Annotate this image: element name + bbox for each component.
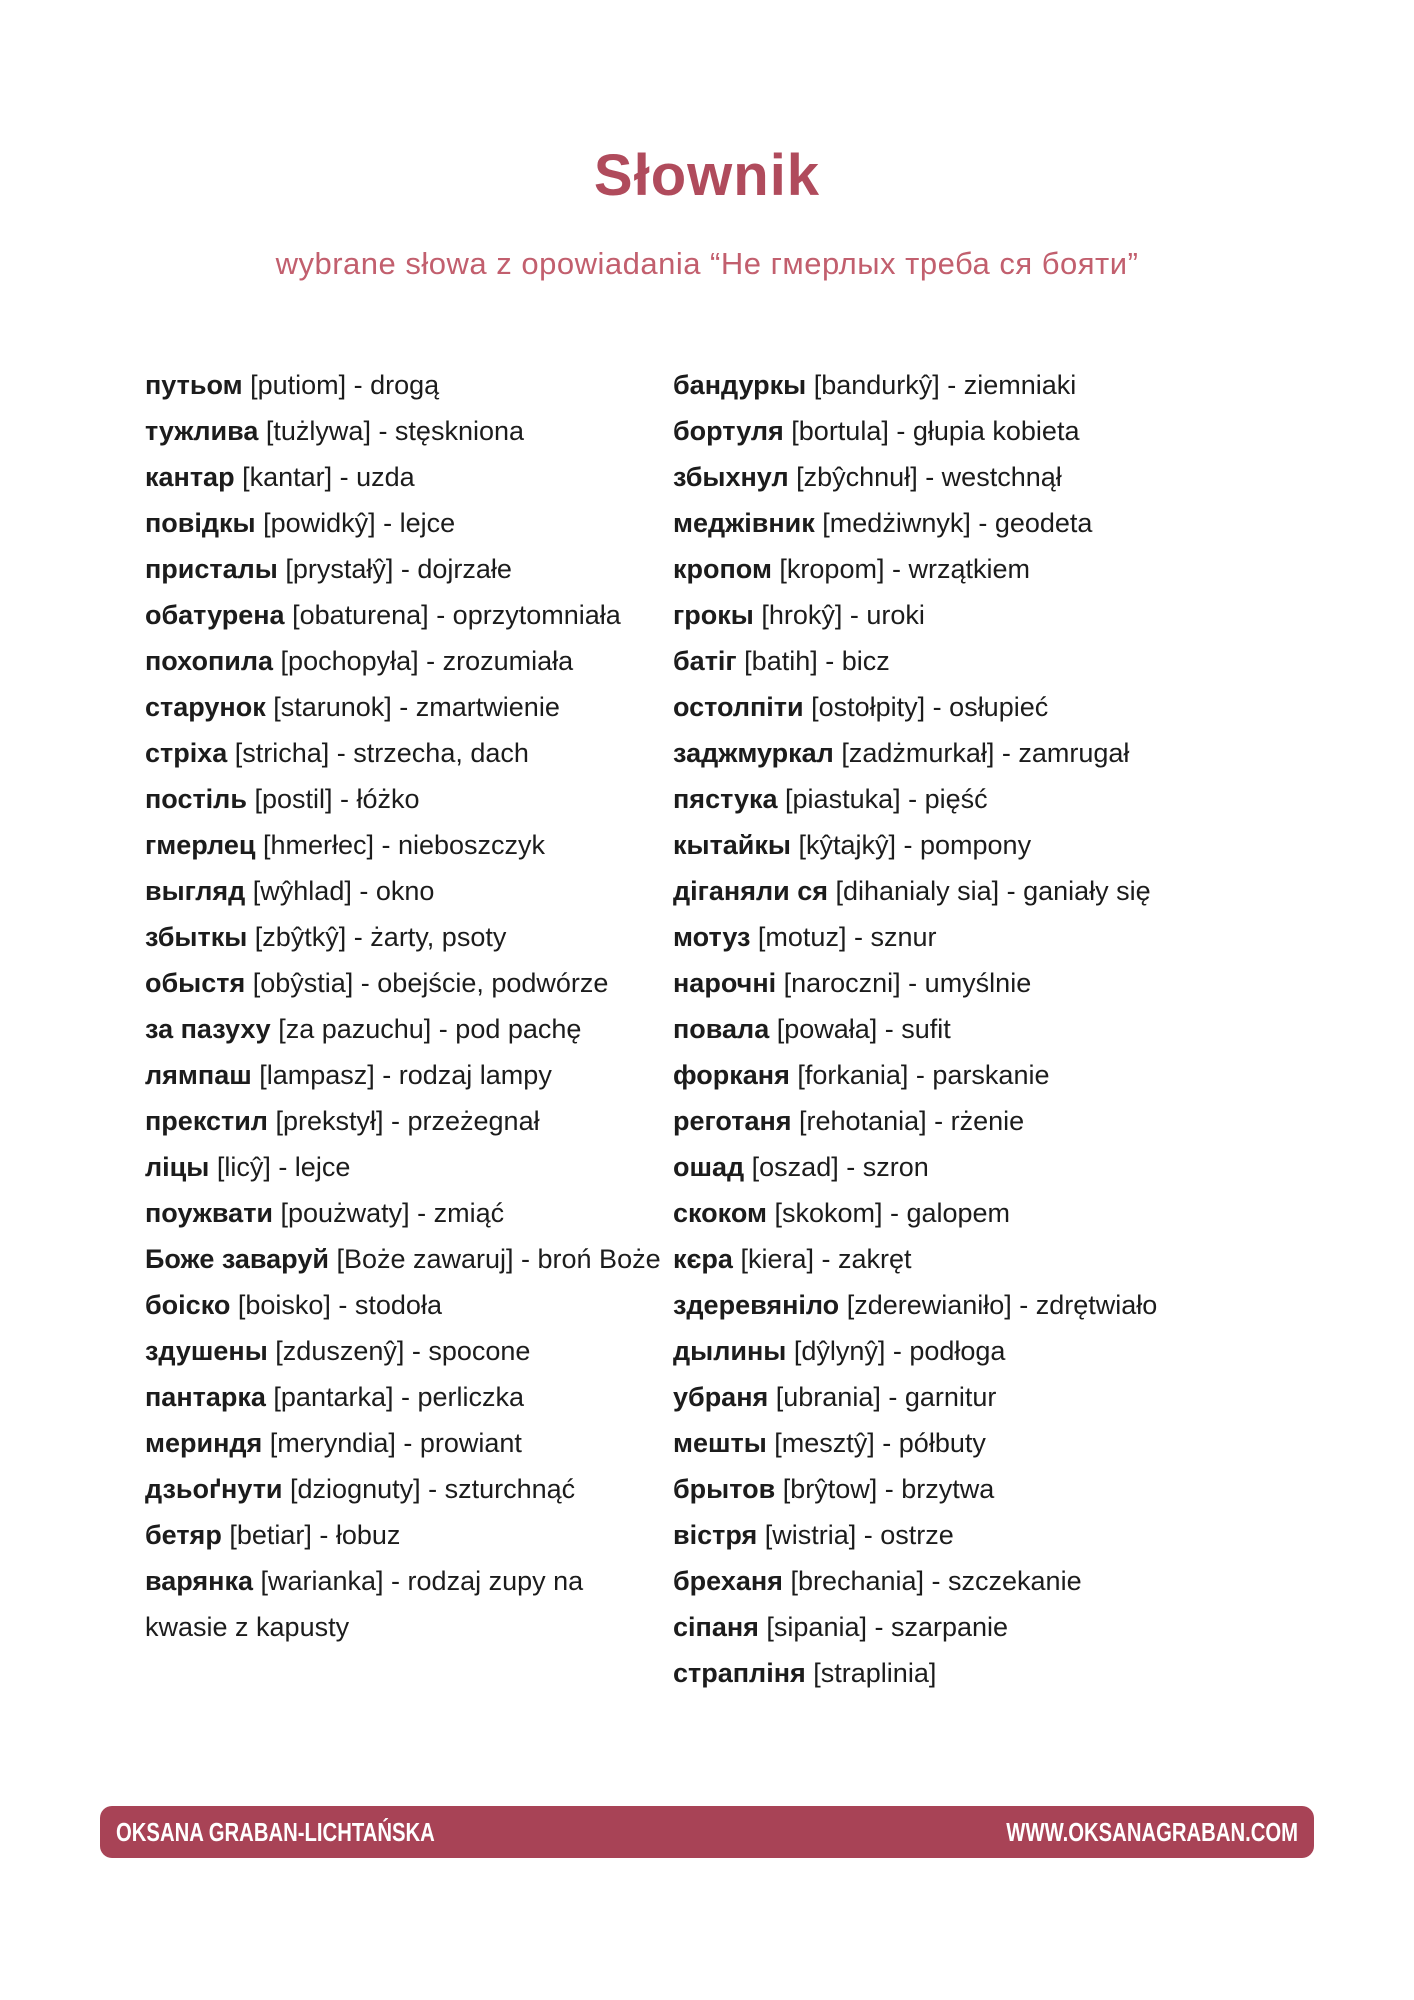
entry-definition: [motuz] - sznur: [750, 922, 937, 952]
entry-definition: [rehotania] - rżenie: [791, 1106, 1025, 1136]
dictionary-entry: [673, 776, 1345, 822]
dictionary-entry: [145, 638, 673, 684]
dictionary-entry: [145, 1052, 673, 1098]
entry-word: гмерлец: [145, 830, 256, 860]
dictionary-entry: [673, 1190, 1345, 1236]
entry-word: повідкы: [145, 508, 256, 538]
entry-word: остолпіти: [673, 692, 804, 722]
dictionary-entry: [673, 408, 1345, 454]
entry-definition: [kŷtajkŷ] - pompony: [790, 830, 1032, 860]
entry-word: меджівник: [673, 508, 815, 538]
entry-definition: [mesztŷ] - półbuty: [766, 1428, 986, 1458]
dictionary-entry: [145, 1236, 673, 1282]
entry-word: вістря: [673, 1520, 758, 1550]
dictionary-entry: [145, 960, 673, 1006]
entry-definition: [starunok] - zmartwienie: [265, 692, 560, 722]
entry-word: брытов: [673, 1474, 776, 1504]
entry-word: дзьоґнути: [145, 1474, 283, 1504]
entry-word: скоком: [673, 1198, 767, 1228]
dictionary-entry: [673, 822, 1345, 868]
dictionary-entry: [673, 1236, 1345, 1282]
entry-definition: [tużlywa] - stęskniona: [258, 416, 525, 446]
entry-word: бортуля: [673, 416, 784, 446]
dictionary-entry: [673, 960, 1345, 1006]
entry-definition: [dziognuty] - szturchnąć: [282, 1474, 576, 1504]
entry-definition: [skokom] - galopem: [766, 1198, 1011, 1228]
dictionary-entry: [145, 1098, 673, 1144]
entry-definition: [forkania] - parskanie: [789, 1060, 1050, 1090]
entry-word: батіг: [673, 646, 737, 676]
entry-word: кантар: [145, 462, 235, 492]
dictionary-entry: [145, 500, 673, 546]
dictionary-entry: [145, 1144, 673, 1190]
dictionary-entry: [673, 1328, 1345, 1374]
dictionary-entry: [673, 546, 1345, 592]
entry-definition: [lampasz] - rodzaj lampy: [251, 1060, 552, 1090]
dictionary-entry: [145, 1512, 673, 1558]
entry-word: пястука: [673, 784, 778, 814]
page-title: Słownik: [593, 143, 821, 208]
entry-definition: [pochopyła] - zrozumiała: [273, 646, 574, 676]
entry-definition: [dŷlynŷ] - podłoga: [786, 1336, 1006, 1366]
entry-word: поужвати: [145, 1198, 274, 1228]
entry-word: реготаня: [673, 1106, 792, 1136]
dictionary-entry: [145, 1466, 673, 1512]
entry-word: прекстил: [145, 1106, 268, 1136]
entry-definition: [naroczni] - umyślnie: [776, 968, 1032, 998]
dictionary-entry: [673, 1650, 1345, 1696]
entry-word: бетяр: [145, 1520, 222, 1550]
entry-definition: [hmerłec] - nieboszczyk: [255, 830, 546, 860]
entry-definition: [straplinia]: [805, 1658, 937, 1688]
dictionary-column-left: [145, 362, 673, 1696]
entry-definition: [zadżmurkał] - zamrugał: [833, 738, 1130, 768]
entry-word: лямпаш: [145, 1060, 252, 1090]
dictionary-entry: [673, 684, 1345, 730]
entry-definition: [wistria] - ostrze: [757, 1520, 954, 1550]
entry-definition: [obaturena] - oprzytomniała: [284, 600, 621, 630]
entry-definition: [sipania] - szarpanie: [758, 1612, 1009, 1642]
dictionary-entry: [145, 684, 673, 730]
dictionary-entry: [673, 1282, 1345, 1328]
entry-word: кєра: [673, 1244, 733, 1274]
dictionary-entry: [673, 730, 1345, 776]
entry-definition: [meryndia] - prowiant: [262, 1428, 522, 1458]
dictionary-entry: [145, 1374, 673, 1420]
entry-word: варянка: [145, 1566, 253, 1596]
entry-definition: [piastuka] - pięść: [777, 784, 988, 814]
entry-word: заджмуркал: [673, 738, 834, 768]
entry-definition: [powidkŷ] - lejce: [255, 508, 456, 538]
dictionary-entry: [145, 592, 673, 638]
entry-definition: [kropom] - wrzątkiem: [771, 554, 1030, 584]
entry-word: старунок: [145, 692, 266, 722]
entry-word: пантарка: [145, 1382, 266, 1412]
entry-word: кытайкы: [673, 830, 791, 860]
dictionary-entry: [145, 408, 673, 454]
dictionary-entry: [145, 730, 673, 776]
entry-word: присталы: [145, 554, 278, 584]
dictionary-entry: [673, 868, 1345, 914]
entry-definition: [zduszenŷ] - spocone: [267, 1336, 531, 1366]
entry-word: стріха: [145, 738, 228, 768]
entry-definition: [betiar] - łobuz: [221, 1520, 401, 1550]
entry-definition: [za pazuchu] - pod pachę: [270, 1014, 582, 1044]
entry-word: форканя: [673, 1060, 790, 1090]
dictionary-columns: [145, 362, 1345, 1696]
entry-word: тужлива: [145, 416, 259, 446]
entry-definition: [ostołpity] - osłupieć: [803, 692, 1049, 722]
entry-definition: [warianka] - rodzaj zupy na kwasie z kapusty: [145, 1566, 584, 1642]
dictionary-entry: [673, 1006, 1345, 1052]
entry-definition: [kiera] - zakręt: [732, 1244, 912, 1274]
dictionary-entry: [673, 1374, 1345, 1420]
dictionary-entry: [145, 776, 673, 822]
dictionary-entry: [145, 1190, 673, 1236]
entry-word: мериндя: [145, 1428, 263, 1458]
dictionary-entry: [145, 362, 673, 408]
entry-word: грокы: [673, 600, 754, 630]
dictionary-entry: [673, 1420, 1345, 1466]
entry-word: здеревяніло: [673, 1290, 840, 1320]
footer-website[interactable]: WWW.OKSANAGRABAN.COM: [1006, 1816, 1298, 1847]
entry-word: путьом: [145, 370, 243, 400]
entry-word: боіско: [145, 1290, 231, 1320]
dictionary-entry: [145, 1328, 673, 1374]
entry-definition: [bortula] - głupia kobieta: [783, 416, 1080, 446]
entry-definition: [prystałŷ] - dojrzałe: [277, 554, 512, 584]
entry-word: мешты: [673, 1428, 767, 1458]
entry-definition: [stricha] - strzecha, dach: [227, 738, 529, 768]
entry-word: сіпаня: [673, 1612, 759, 1642]
entry-word: нарочні: [673, 968, 777, 998]
entry-definition: [prekstył] - przeżegnał: [267, 1106, 540, 1136]
entry-word: Боже заваруй: [145, 1244, 329, 1274]
entry-definition: [zbŷchnuł] - westchnął: [788, 462, 1062, 492]
entry-word: повала: [673, 1014, 770, 1044]
dictionary-entry: [673, 914, 1345, 960]
entry-definition: [zbŷtkŷ] - żarty, psoty: [247, 922, 507, 952]
dictionary-entry: [145, 1558, 673, 1650]
entry-definition: [brŷtow] - brzytwa: [775, 1474, 995, 1504]
entry-word: здушены: [145, 1336, 268, 1366]
entry-word: обыстя: [145, 968, 246, 998]
entry-definition: [bandurkŷ] - ziemniaki: [806, 370, 1077, 400]
dictionary-entry: [673, 638, 1345, 684]
entry-word: діганяли ся: [673, 876, 828, 906]
entry-definition: [dihanialy sia] - ganiały się: [828, 876, 1151, 906]
entry-word: похопила: [145, 646, 274, 676]
entry-definition: [pantarka] - perliczka: [265, 1382, 525, 1412]
footer-author: OKSANA GRABAN-LICHTAŃSKA: [116, 1816, 435, 1847]
entry-word: бандуркы: [673, 370, 807, 400]
dictionary-entry: [145, 454, 673, 500]
entry-word: убраня: [673, 1382, 769, 1412]
footer-bar: [100, 1806, 1314, 1858]
entry-word: дылины: [673, 1336, 787, 1366]
entry-definition: [batih] - bicz: [736, 646, 890, 676]
dictionary-entry: [145, 1006, 673, 1052]
entry-definition: [poużwaty] - zmiąć: [273, 1198, 505, 1228]
dictionary-entry: [145, 822, 673, 868]
dictionary-entry: [673, 1052, 1345, 1098]
dictionary-entry: [673, 1098, 1345, 1144]
entry-word: обатурена: [145, 600, 285, 630]
dictionary-entry: [145, 868, 673, 914]
entry-word: збыткы: [145, 922, 248, 952]
dictionary-entry: [673, 454, 1345, 500]
entry-word: постіль: [145, 784, 247, 814]
dictionary-column-right: [673, 362, 1345, 1696]
entry-definition: [licŷ] - lejce: [209, 1152, 351, 1182]
dictionary-entry: [673, 1604, 1345, 1650]
entry-definition: [obŷstia] - obejście, podwórze: [245, 968, 609, 998]
entry-word: страпліня: [673, 1658, 806, 1688]
entry-definition: [hrokŷ] - uroki: [753, 600, 925, 630]
entry-word: мотуз: [673, 922, 751, 952]
dictionary-entry: [673, 362, 1345, 408]
entry-definition: [kantar] - uzda: [234, 462, 415, 492]
dictionary-entry: [145, 914, 673, 960]
entry-definition: [putiom] - drogą: [242, 370, 440, 400]
dictionary-entry: [673, 1466, 1345, 1512]
dictionary-entry: [673, 500, 1345, 546]
entry-definition: [wŷhlad] - okno: [245, 876, 435, 906]
entry-definition: [zderewianiło] - zdrętwiało: [839, 1290, 1158, 1320]
dictionary-entry: [673, 592, 1345, 638]
entry-definition: [medżiwnyk] - geodeta: [814, 508, 1093, 538]
entry-word: выгляд: [145, 876, 246, 906]
dictionary-entry: [673, 1512, 1345, 1558]
page-subtitle: wybrane słowa z opowiadania “Не гмерлых треба ся бояти”: [275, 246, 1139, 281]
dictionary-entry: [673, 1144, 1345, 1190]
entry-word: бреханя: [673, 1566, 783, 1596]
entry-definition: [powała] - sufit: [769, 1014, 951, 1044]
dictionary-entry: [145, 1282, 673, 1328]
dictionary-entry: [145, 1420, 673, 1466]
entry-definition: [Boże zawaruj] - broń Boże: [328, 1244, 661, 1274]
entry-definition: [boisko] - stodoła: [230, 1290, 442, 1320]
entry-word: ліцы: [145, 1152, 210, 1182]
entry-word: ошад: [673, 1152, 745, 1182]
entry-definition: [brechania] - szczekanie: [782, 1566, 1082, 1596]
entry-word: за пазуху: [145, 1014, 271, 1044]
dictionary-entry: [673, 1558, 1345, 1604]
entry-word: кропом: [673, 554, 772, 584]
entry-definition: [ubrania] - garnitur: [768, 1382, 997, 1412]
entry-definition: [postil] - łóżko: [246, 784, 420, 814]
dictionary-entry: [145, 546, 673, 592]
entry-definition: [oszad] - szron: [744, 1152, 929, 1182]
entry-word: збыхнул: [673, 462, 789, 492]
